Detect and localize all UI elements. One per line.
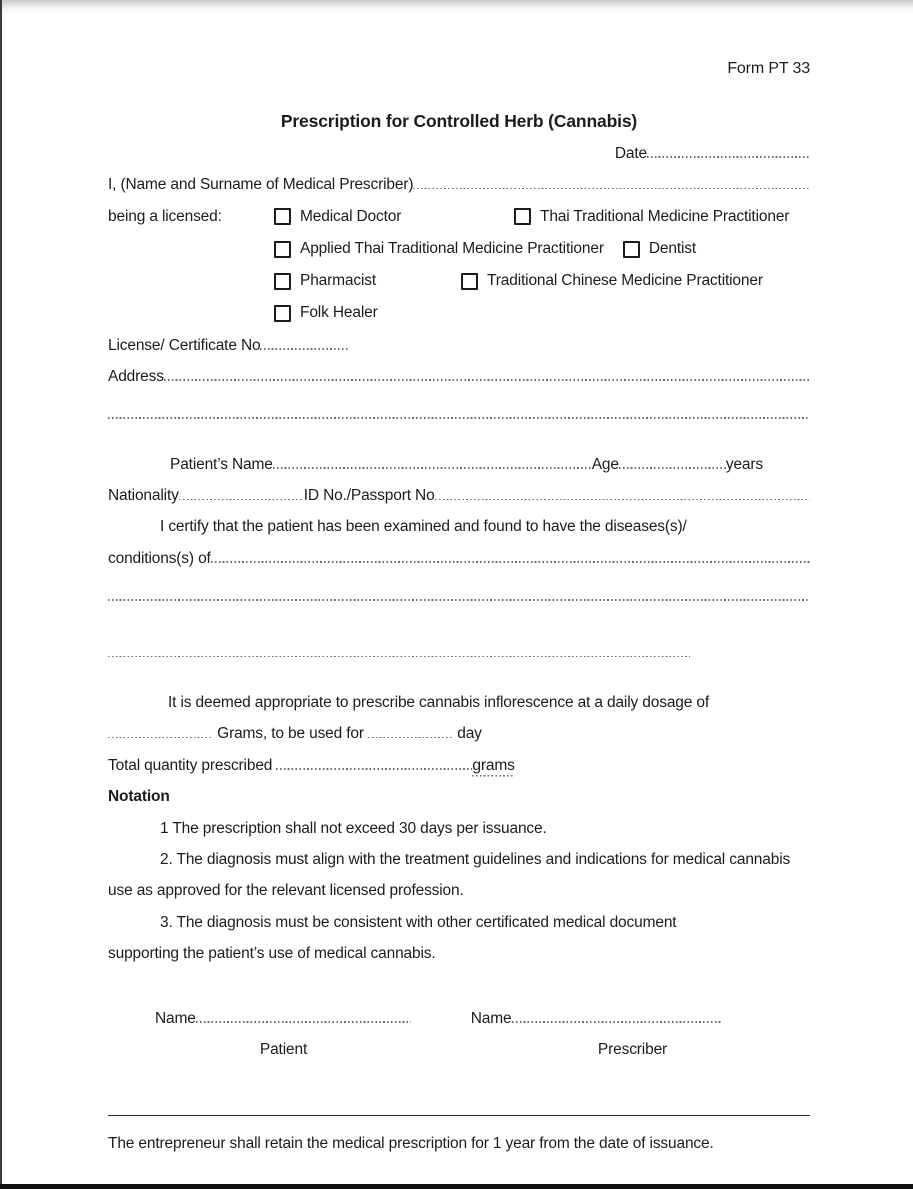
days-field[interactable] [368, 737, 453, 739]
day-label: day [453, 725, 482, 743]
conditions-row-3 [108, 656, 810, 687]
medical-doctor-checkbox[interactable] [274, 208, 291, 225]
thai-traditional-label: Thai Traditional Medicine Practitioner [540, 207, 790, 225]
license-no-field[interactable] [260, 348, 348, 350]
daily-grams-field[interactable] [108, 737, 213, 739]
prescriber-name-field[interactable] [413, 188, 810, 190]
prescriber-name-sign-label: Name [470, 1009, 512, 1027]
conditions-row-2 [108, 599, 810, 630]
total-quantity-row [108, 750, 810, 781]
footer-note: The entrepreneur shall retain the medical prescription for 1 year from the date of issuance. [108, 1135, 714, 1153]
deemed-text: It is deemed appropriate to prescribe cannabis inflorescence at a daily dosage of [168, 694, 710, 712]
dentist-checkbox[interactable] [623, 241, 640, 258]
dosage-row [108, 718, 810, 749]
form-number: Form PT 33 [727, 60, 810, 77]
traditional-chinese-label: Traditional Chinese Medicine Practitioner [487, 272, 763, 290]
address-label: Address [108, 367, 164, 385]
prescriber-caption: Prescriber [597, 1041, 668, 1059]
signature-caption-row [108, 1034, 810, 1065]
address-field-line-2[interactable] [108, 417, 810, 419]
address-row-2 [108, 417, 810, 448]
patient-signature-field[interactable] [196, 1021, 411, 1023]
conditions-field-line-3[interactable] [108, 656, 690, 658]
address-field[interactable] [164, 379, 810, 381]
license-no-row [108, 330, 810, 361]
applied-thai-traditional-checkbox[interactable] [274, 241, 291, 258]
license-type-row-2 [274, 233, 810, 265]
conditions-row [108, 543, 810, 574]
grams-unit-label: grams [472, 750, 514, 781]
license-type-row-3 [274, 265, 810, 297]
form-page [108, 56, 810, 1160]
total-quantity-field[interactable] [276, 768, 472, 770]
scan-top-shadow [0, 0, 913, 14]
traditional-chinese-checkbox[interactable] [461, 273, 478, 290]
age-label: Age [591, 455, 619, 473]
patient-name-label: Patient’s Name [170, 455, 273, 473]
patient-name-sign-label: Name [155, 1009, 196, 1027]
age-field[interactable] [619, 467, 726, 469]
footer-divider [108, 1115, 810, 1116]
notation-item-1: 1 The prescription shall not exceed 30 days per issuance. [160, 819, 547, 837]
conditions-field[interactable] [211, 561, 810, 563]
being-licensed-label: being a licensed: [108, 207, 222, 225]
id-passport-label: ID No./Passport No [303, 487, 435, 505]
applied-thai-traditional-label: Applied Thai Traditional Medicine Practitioner [300, 240, 604, 258]
medical-doctor-label: Medical Doctor [300, 207, 402, 225]
conditions-field-line-2[interactable] [108, 599, 810, 601]
id-passport-field[interactable] [435, 499, 810, 501]
certify-text: I certify that the patient has been examined and found to have the diseases(s)/ [160, 518, 687, 536]
folk-healer-checkbox[interactable] [274, 305, 291, 322]
license-type-row-1 [274, 201, 810, 233]
pharmacist-label: Pharmacist [300, 272, 377, 290]
years-label: years [725, 455, 763, 473]
pharmacist-checkbox[interactable] [274, 273, 291, 290]
notation-item-2: 2. The diagnosis must align with the treatment guidelines and indications for medical cannabis use as approved for the relevant licensed profession. [108, 851, 791, 900]
dentist-label: Dentist [648, 240, 697, 258]
date-row [108, 138, 810, 169]
patient-row [108, 449, 810, 480]
licensed-section [108, 201, 810, 330]
notation-title: Notation [108, 788, 170, 806]
signature-name-row [108, 1003, 810, 1034]
address-row [108, 361, 810, 392]
prescriber-signature-field[interactable] [512, 1021, 721, 1023]
prescriber-intro-label: I, (Name and Surname of Medical Prescriber) [108, 176, 414, 194]
date-label: Date [614, 145, 647, 162]
scan-left-border [0, 0, 2, 1189]
scan-bottom-border [0, 1184, 913, 1189]
nationality-field[interactable] [179, 499, 304, 501]
date-field[interactable] [647, 156, 810, 158]
patient-caption: Patient [259, 1041, 308, 1059]
license-no-label: License/ Certificate No [108, 336, 261, 354]
folk-healer-label: Folk Healer [300, 304, 378, 322]
license-type-row-4 [274, 297, 810, 329]
nationality-row [108, 480, 810, 511]
prescriber-row [108, 169, 810, 200]
total-quantity-label: Total quantity prescribed [108, 756, 277, 774]
conditions-of-label: conditions(s) of [108, 549, 211, 567]
thai-traditional-checkbox[interactable] [514, 208, 531, 225]
grams-used-for-label: Grams, to be used for [213, 725, 369, 743]
page-title: Prescription for Controlled Herb (Cannabis) [280, 111, 638, 131]
notation-item-3: 3. The diagnosis must be consistent with other certificated medical document supporting the patient’s use of medical cannabis. [108, 913, 677, 963]
nationality-label: Nationality [108, 487, 179, 505]
patient-name-field[interactable] [273, 467, 592, 469]
